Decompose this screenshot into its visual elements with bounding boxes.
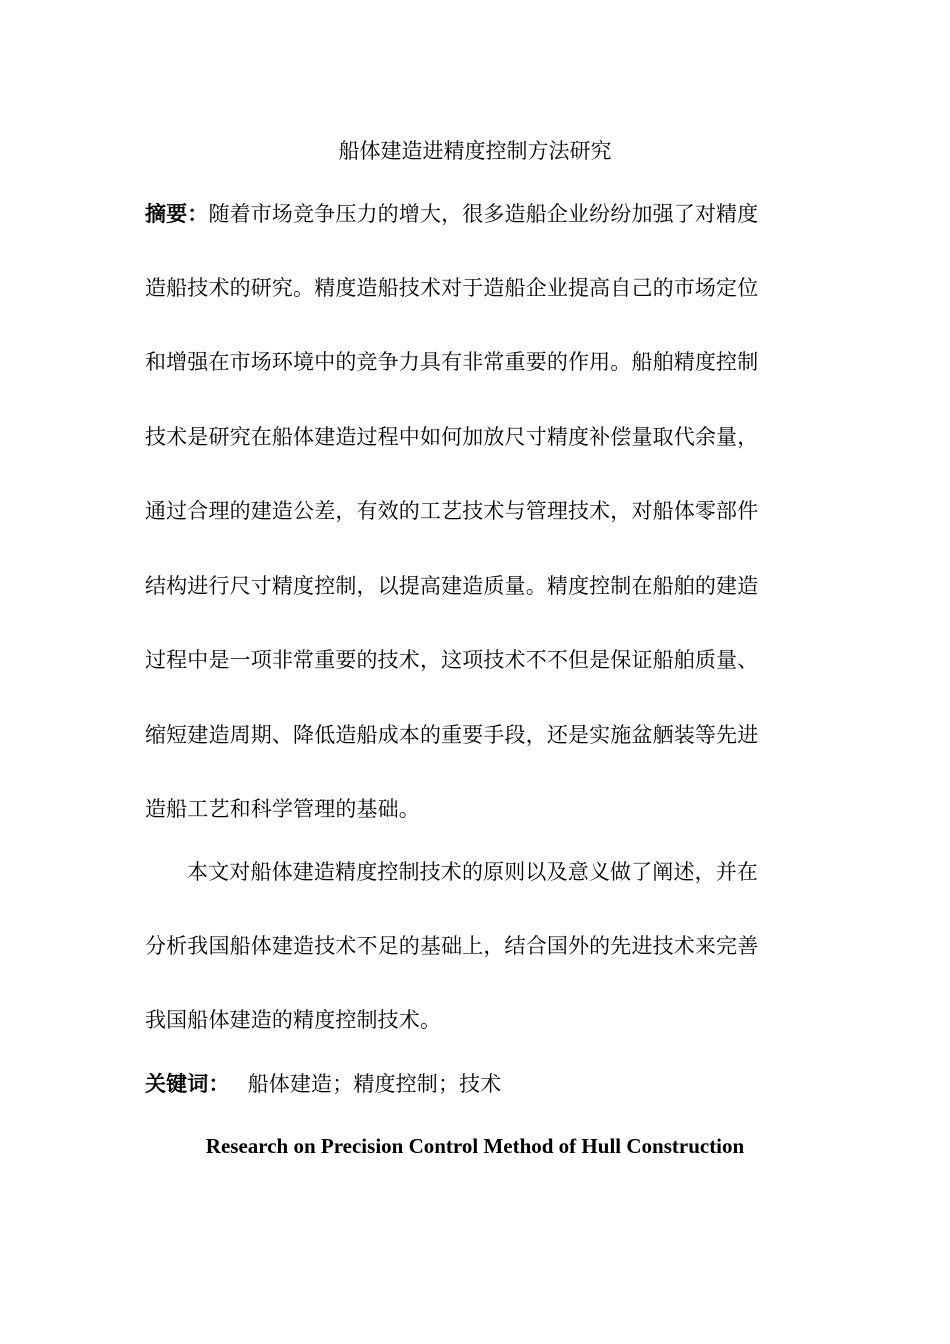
keywords-line xyxy=(145,1070,805,1098)
abstract-line-3: 和增强在市场环境中的竞争力具有非常重要的作用。船舶精度控制 xyxy=(145,350,759,374)
abstract-line-8: 缩短建造周期、降低造船成本的重要手段，还是实施盆舾装等先进 xyxy=(145,723,759,747)
english-title: Research on Precision Control Method of Hull Construction xyxy=(205,1134,745,1158)
abstract-line-5: 通过合理的建造公差，有效的工艺技术与管理技术，对船体零部件 xyxy=(145,499,759,523)
paragraph2-line-3: 我国船体建造的精度控制技术。 xyxy=(145,1008,442,1032)
paragraph2-line-1: 本文对船体建造精度控制技术的原则以及意义做了阐述，并在 xyxy=(187,860,759,884)
abstract-label: 摘要： xyxy=(145,201,209,226)
abstract-line-2: 造船技术的研究。精度造船技术对于造船企业提高自己的市场定位 xyxy=(145,276,759,300)
paragraph2-line-2: 分析我国船体建造技术不足的基础上，结合国外的先进技术来完善 xyxy=(145,934,759,958)
document-title: 船体建造进精度控制方法研究 xyxy=(338,139,612,163)
abstract-text: 随着市场竞争压力的增大，很多造船企业纷纷加强了对精度 xyxy=(208,202,759,226)
keywords-values: 船体建造；精度控制；技术 xyxy=(247,1072,502,1096)
abstract-line-7: 过程中是一项非常重要的技术，这项技术不不但是保证船舶质量、 xyxy=(145,648,759,672)
abstract-line-1 xyxy=(145,200,805,228)
abstract-line-9: 造船工艺和科学管理的基础。 xyxy=(145,797,420,821)
abstract-line-4: 技术是研究在船体建造过程中如何加放尺寸精度补偿量取代余量， xyxy=(145,425,759,449)
keywords-label: 关键词： xyxy=(145,1071,230,1096)
abstract-line-6: 结构进行尺寸精度控制，以提高建造质量。精度控制在船舶的建造 xyxy=(145,574,759,598)
